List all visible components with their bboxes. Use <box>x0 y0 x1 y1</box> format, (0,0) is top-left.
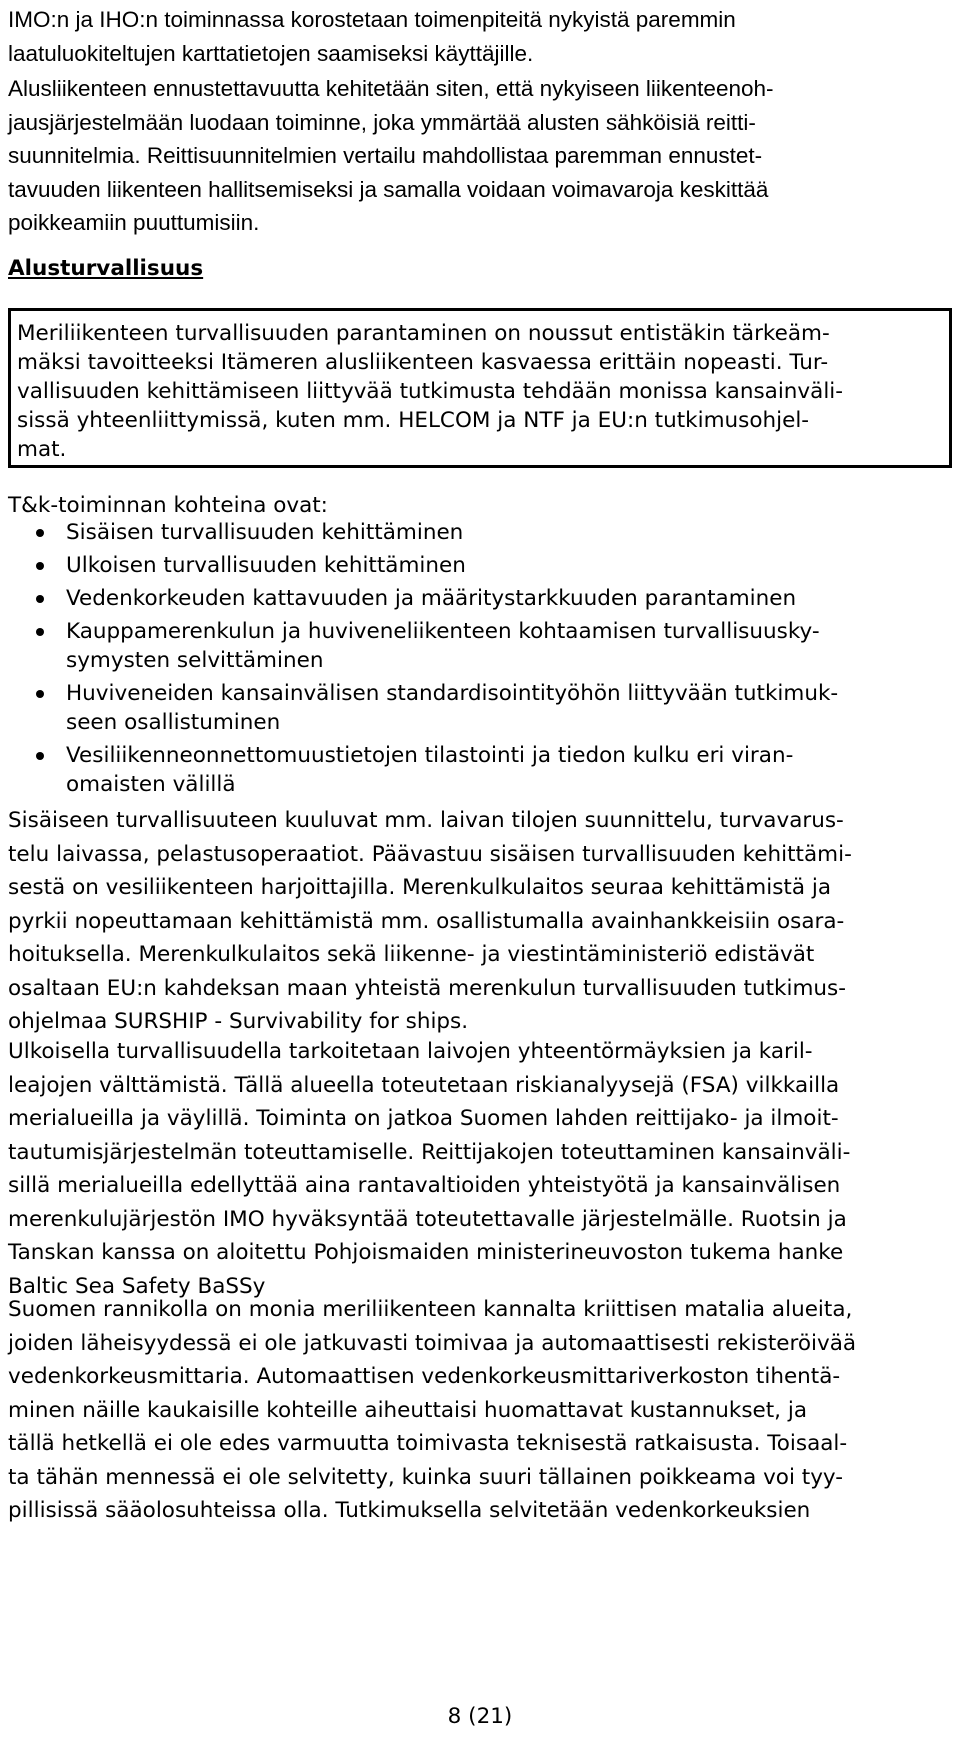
paragraph-ulkoinen: Ulkoisella turvallisuudella tarkoitetaan laivojen yhteentörmäyksien ja karil- leajojen välttämistä. Tällä alueella toteutetaan riskianalyysejä (FSA) vilkkailla merialueilla ja väylillä. Toiminta on jatkoa Suomen lahden reittijako- ja ilmoit- tautumisjärjestelmän toteuttamiselle. Reittijakojen toteuttaminen kansainväli- sillä merialueilla edellyttää aina rantavaltioiden yhteistyötä ja kansainvälisen merenkulujärjestön IMO hyväksyntää toteutettavalle järjestelmälle. Ruotsin ja Tanskan kanssa on aloitettu Pohjoismaiden ministerineuvoston tukema hanke Baltic Sea Safety BaSSy <box>8 1039 851 1299</box>
box-text: Meriliikenteen turvallisuuden parantaminen on noussut entistäkin tärkeäm- mäksi tavoitteeksi Itämeren alusliikenteen kasvaessa erittäin nopeasti. Tur- vallisuuden kehittämiseen liittyvää tutkimusta tehdään monissa kansainväli- sissä yhteenliittymissä, kuten mm. HELCOM ja NTF ja EU:n tutkimusohjel- mat. <box>17 321 844 462</box>
bullet-icon <box>36 628 44 636</box>
section-heading: Alusturvallisuus <box>8 256 204 281</box>
paragraph-sisainen: Sisäiseen turvallisuuteen kuuluvat mm. laivan tilojen suunnittelu, turvavarus- telu laivassa, pelastusoperaatiot. Päävastuu sisäisen turvallisuuden kehittämi- sestä on vesiliikenteen harjoittajilla. Merenkulkulaitos seuraa kehittämistä ja pyrkii nopeuttamaan kehittämistä mm. osallistumalla avainhankkeisiin osara- hoituksella. Merenkulkulaitos sekä liikenne- ja viestintäministeriö edistävät osaltaan EU:n kahdeksan maan yhteistä merenkulun turvallisuuden tutkimus- ohjelmaa SURSHIP - Survivability for ships. <box>8 808 852 1034</box>
list-intro: T&k-toiminnan kohteina ovat: <box>8 493 328 518</box>
paragraph-imo-iho: IMO:n ja IHO:n toiminnassa korostetaan toimenpiteitä nykyistä paremmin laatuluokiteltujen karttatietojen saamiseksi käyttäjille. <box>8 7 736 66</box>
bullet-list <box>8 518 952 803</box>
bullet-icon <box>36 595 44 603</box>
paragraph-rannikko: Suomen rannikolla on monia meriliikenteen kannalta kriittisen matalia alueita, joiden läheisyydessä ei ole jatkuvasti toimivaa ja automaattisesti rekisteröivää vedenkorkeusmittaria. Automaattisen vedenkorkeusmittariverkoston tihentä- minen näille kaukaisille kohteille aiheuttaisi huomattavat kustannukset, ja tällä hetkellä ei ole edes varmuutta toimivasta teknisestä ratkaisusta. Toisaal- ta tähän mennessä ei ole selvitetty, kuinka suuri tällainen poikkeama voi tyy- pillisissä sääolosuhteissa olla. Tutkimuksella selvitetään vedenkorkeuksien <box>8 1297 857 1523</box>
list-item: Vedenkorkeuden kattavuuden ja määritystarkkuuden parantaminen <box>8 584 952 613</box>
bullet-icon <box>36 529 44 537</box>
paragraph-ennustettavuus: Alusliikenteen ennustettavuutta kehitetään siten, että nykyiseen liikenteenoh- jausjärjestelmään luodaan toiminne, joka ymmärtää alusten sähköisiä reitti- suunnitelmia. Reittisuunnitelmien vertailu mahdollistaa paremman ennustet- tavuuden liikenteen hallitsemiseksi ja samalla voidaan voimavaroja keskittää poikkeamiin puuttumisiin. <box>8 76 774 235</box>
list-item: Kauppamerenkulun ja huviveneliikenteen kohtaamisen turvallisuusky- symysten selvittäminen <box>8 617 952 675</box>
list-item: Ulkoisen turvallisuuden kehittäminen <box>8 551 952 580</box>
list-item: Vesiliikenneonnettomuustietojen tilastointi ja tiedon kulku eri viran- omaisten välillä <box>8 741 952 799</box>
list-item: Huviveneiden kansainvälisen standardisointityöhön liittyvään tutkimuk- seen osallistuminen <box>8 679 952 737</box>
bullet-icon <box>36 690 44 698</box>
bullet-icon <box>36 562 44 570</box>
bullet-icon <box>36 752 44 760</box>
highlight-box <box>8 308 952 468</box>
list-item: Sisäisen turvallisuuden kehittäminen <box>8 518 952 547</box>
page-number: 8 (21) <box>447 1704 513 1729</box>
